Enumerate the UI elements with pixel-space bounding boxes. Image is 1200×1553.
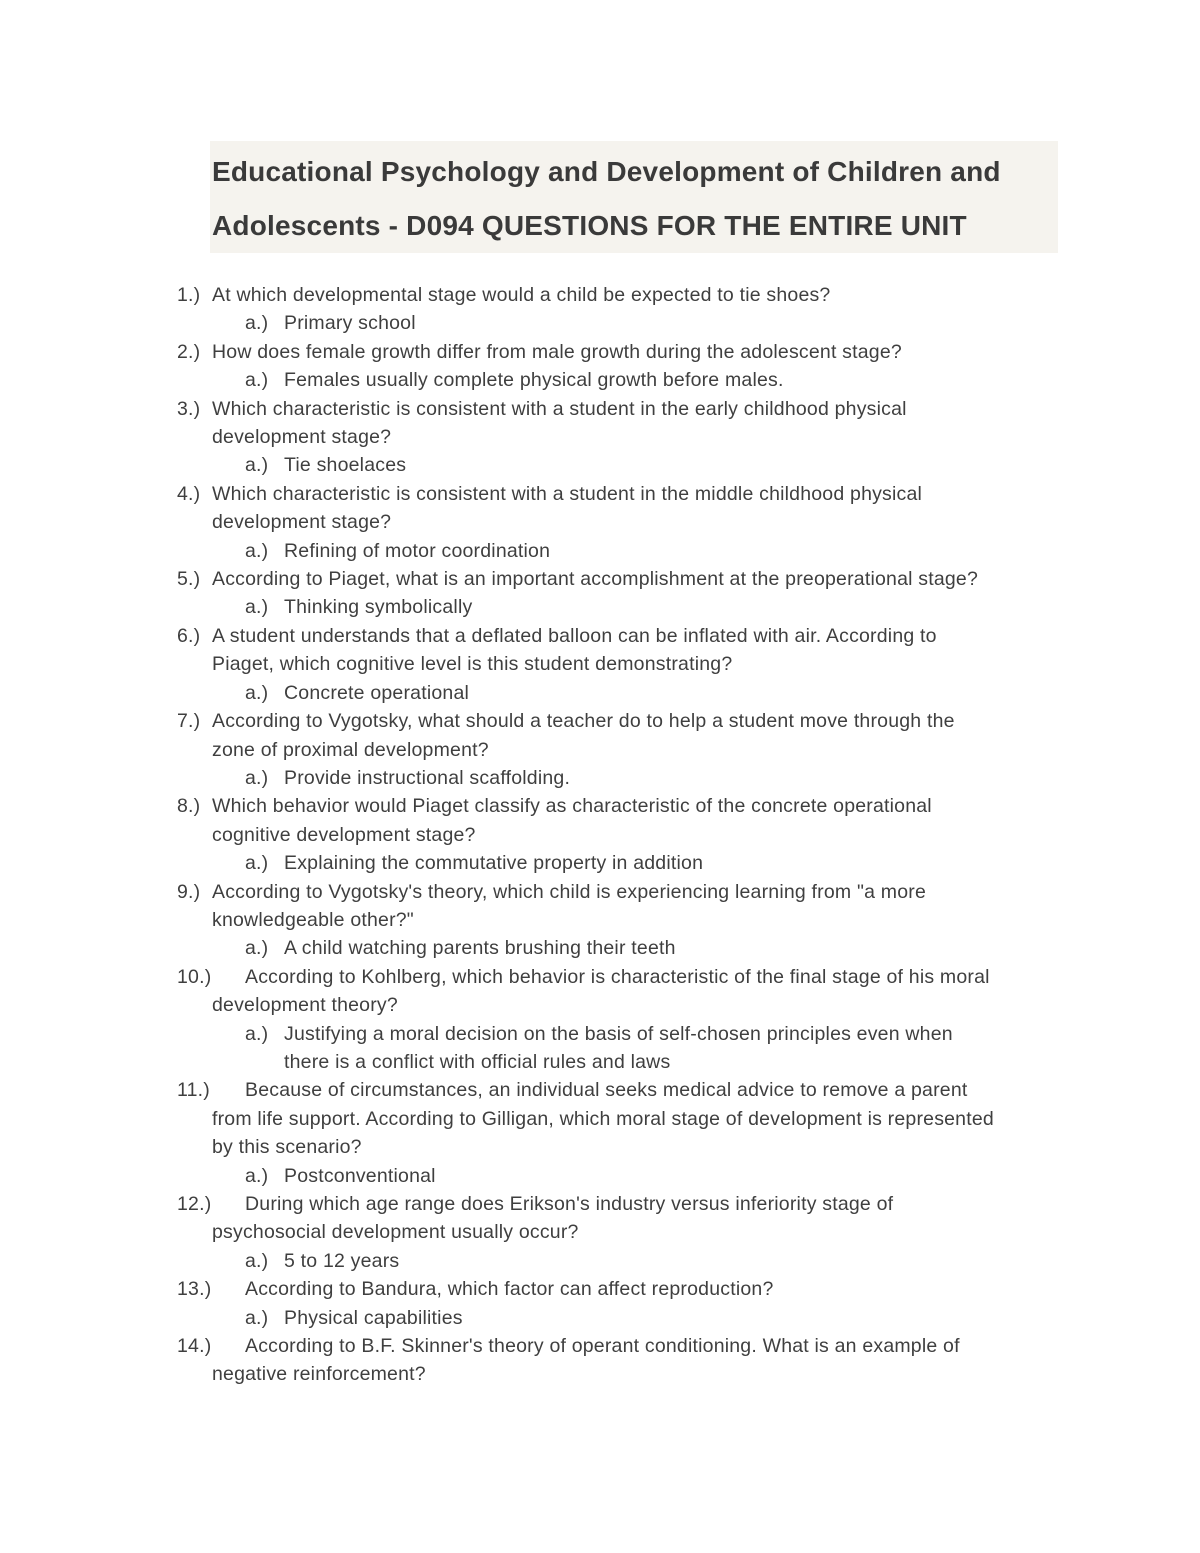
question-item <box>176 792 1086 877</box>
answer-text-line: Explaining the commutative property in addition <box>284 852 704 875</box>
document-title <box>210 141 1058 253</box>
question-text-line: Which characteristic is consistent with a student in the early childhood physical <box>212 397 907 420</box>
question-text-line: by this scenario? <box>212 1136 362 1159</box>
question-item <box>176 480 1086 565</box>
question-text-line: Which characteristic is consistent with a student in the middle childhood physical <box>212 482 923 505</box>
answer-block <box>212 366 1086 394</box>
question-number: 6.) <box>177 624 201 647</box>
question-text-line: negative reinforcement? <box>212 1363 426 1386</box>
answer-marker: a.) <box>245 539 269 562</box>
answer-text-line: Thinking symbolically <box>284 596 473 619</box>
answer-marker: a.) <box>245 312 269 335</box>
question-item <box>176 963 1086 1077</box>
answer-text-line: Females usually complete physical growth before males. <box>284 369 784 392</box>
question-text-line: zone of proximal development? <box>212 738 489 761</box>
answer-block <box>212 1020 1086 1077</box>
question-item <box>176 338 1086 395</box>
answer-text-line: Provide instructional scaffolding. <box>284 766 571 789</box>
document-title-line2: Adolescents - D094 QUESTIONS FOR THE ENTIRE UNIT <box>212 210 967 241</box>
question-text-line: According to Vygotsky's theory, which child is experiencing learning from "a more <box>212 880 926 903</box>
answer-block <box>212 1247 1086 1275</box>
question-number: 12.) <box>177 1193 212 1215</box>
answer-block <box>212 1304 1086 1332</box>
question-text-line: Which behavior would Piaget classify as characteristic of the concrete operational <box>212 795 932 818</box>
answer-marker: a.) <box>245 766 269 789</box>
answer-block <box>212 451 1086 479</box>
question-text-line: According to Kohlberg, which behavior is characteristic of the final stage of his moral <box>245 965 990 988</box>
question-number: 5.) <box>177 568 201 591</box>
question-number: 13.) <box>177 1278 212 1301</box>
question-number: 2.) <box>177 340 201 363</box>
answer-marker: a.) <box>245 454 269 477</box>
question-text-line: During which age range does Erikson's industry versus inferiority stage of <box>245 1193 894 1215</box>
question-number: 14.) <box>177 1335 212 1358</box>
answer-marker: a.) <box>245 369 269 392</box>
answer-text-line: 5 to 12 years <box>284 1249 400 1272</box>
question-item <box>176 1076 1086 1190</box>
answer-text-line: Postconventional <box>284 1164 436 1187</box>
answer-text-line: Concrete operational <box>284 681 470 704</box>
question-text-line: development stage? <box>212 426 392 449</box>
answer-text-line: A child watching parents brushing their teeth <box>284 937 676 960</box>
question-number: 4.) <box>177 482 201 505</box>
question-text-line: According to B.F. Skinner's theory of operant conditioning. What is an example of <box>245 1335 960 1358</box>
answer-text-line: Tie shoelaces <box>284 454 407 477</box>
document-title-line1: Educational Psychology and Development of Children and <box>212 156 1001 187</box>
answer-marker: a.) <box>245 852 269 875</box>
question-item <box>176 281 1086 338</box>
answer-block <box>212 1162 1086 1190</box>
answer-block <box>212 537 1086 565</box>
answer-text-line: there is a conflict with official rules and laws <box>284 1050 671 1073</box>
answer-block <box>212 593 1086 621</box>
answer-block <box>212 309 1086 337</box>
question-text-line: At which developmental stage would a child be expected to tie shoes? <box>212 284 831 306</box>
answer-marker: a.) <box>245 1306 269 1329</box>
question-text-line: development theory? <box>212 994 398 1017</box>
question-text-line: psychosocial development usually occur? <box>212 1221 579 1244</box>
question-text-line: According to Piaget, what is an important accomplishment at the preoperational stage? <box>212 568 979 591</box>
question-number: 9.) <box>177 880 201 903</box>
question-number: 3.) <box>177 397 201 420</box>
question-item <box>176 565 1086 622</box>
question-text-line: A student understands that a deflated balloon can be inflated with air. According to <box>212 624 937 647</box>
question-item <box>176 878 1086 963</box>
question-number: 8.) <box>177 795 201 818</box>
question-number: 1.) <box>177 284 201 306</box>
question-text-line: cognitive development stage? <box>212 823 476 846</box>
answer-block <box>212 849 1086 877</box>
answer-block <box>212 764 1086 792</box>
question-text-line: How does female growth differ from male growth during the adolescent stage? <box>212 340 902 363</box>
question-item <box>176 1190 1086 1275</box>
question-number: 11.) <box>177 1079 210 1102</box>
answer-marker: a.) <box>245 937 269 960</box>
question-item <box>176 395 1086 480</box>
question-item <box>176 1275 1086 1332</box>
answer-marker: a.) <box>245 1022 269 1045</box>
question-text-line: Piaget, which cognitive level is this student demonstrating? <box>212 653 733 676</box>
question-item <box>176 622 1086 707</box>
question-number: 7.) <box>177 710 201 733</box>
answer-text-line: Justifying a moral decision on the basis of self-chosen principles even when <box>284 1022 953 1045</box>
answer-text-line: Refining of motor coordination <box>284 539 551 562</box>
answer-block <box>212 679 1086 707</box>
answer-text-line: Physical capabilities <box>284 1306 463 1329</box>
question-text-line: knowledgeable other?" <box>212 908 414 931</box>
question-text-line: development stage? <box>212 511 392 534</box>
question-text-line: According to Vygotsky, what should a teacher do to help a student move through the <box>212 710 955 733</box>
question-number: 10.) <box>177 965 212 988</box>
question-text-line: According to Bandura, which factor can affect reproduction? <box>245 1278 774 1301</box>
answer-marker: a.) <box>245 596 269 619</box>
answer-marker: a.) <box>245 1164 269 1187</box>
question-text-line: Because of circumstances, an individual seeks medical advice to remove a parent <box>245 1079 968 1102</box>
answer-marker: a.) <box>245 1249 269 1272</box>
answer-marker: a.) <box>245 681 269 704</box>
question-item <box>176 707 1086 792</box>
answer-block <box>212 934 1086 962</box>
question-text-line: from life support. According to Gilligan, which moral stage of development is represented <box>212 1107 994 1130</box>
question-item <box>176 1332 1086 1389</box>
questions-list <box>176 281 1086 1389</box>
answer-text-line: Primary school <box>284 312 416 335</box>
